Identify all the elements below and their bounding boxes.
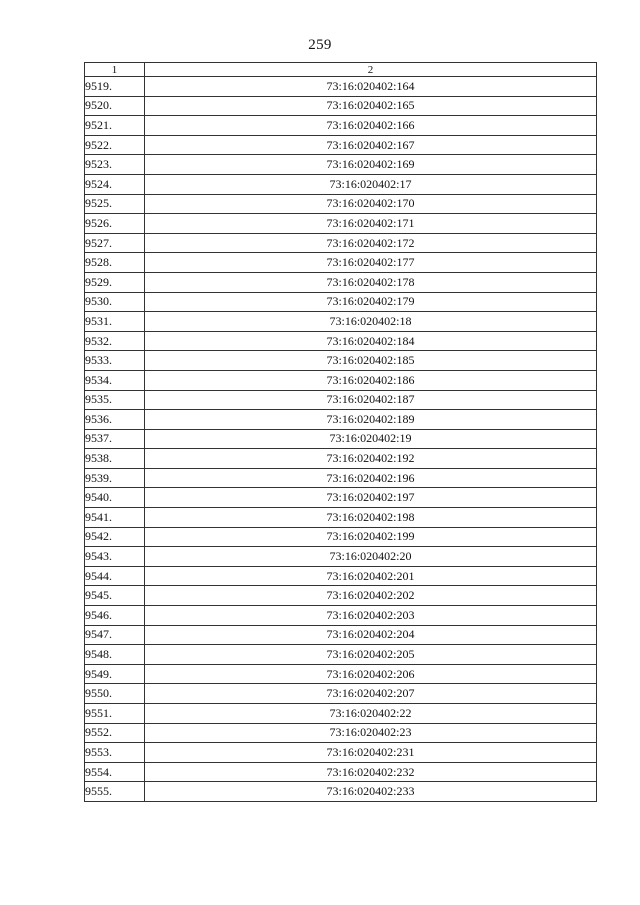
table-row bbox=[85, 782, 597, 802]
row-number: 9525. bbox=[85, 194, 145, 214]
table-row bbox=[85, 77, 597, 97]
row-number: 9531. bbox=[85, 312, 145, 332]
cadastral-number: 73:16:020402:18 bbox=[145, 312, 597, 332]
cadastral-number: 73:16:020402:202 bbox=[145, 586, 597, 606]
table-row bbox=[85, 508, 597, 528]
table-row bbox=[85, 429, 597, 449]
row-number: 9549. bbox=[85, 664, 145, 684]
row-number: 9534. bbox=[85, 370, 145, 390]
cadastral-number: 73:16:020402:205 bbox=[145, 645, 597, 665]
cadastral-number: 73:16:020402:192 bbox=[145, 449, 597, 469]
row-number: 9520. bbox=[85, 96, 145, 116]
table-row bbox=[85, 625, 597, 645]
table-row bbox=[85, 449, 597, 469]
cadastral-number: 73:16:020402:178 bbox=[145, 272, 597, 292]
row-number: 9527. bbox=[85, 233, 145, 253]
table-row bbox=[85, 351, 597, 371]
row-number: 9545. bbox=[85, 586, 145, 606]
table-row bbox=[85, 370, 597, 390]
row-number: 9555. bbox=[85, 782, 145, 802]
table-row bbox=[85, 96, 597, 116]
table-row bbox=[85, 272, 597, 292]
cadastral-number: 73:16:020402:231 bbox=[145, 743, 597, 763]
table-row bbox=[85, 468, 597, 488]
row-number: 9547. bbox=[85, 625, 145, 645]
cadastral-number: 73:16:020402:23 bbox=[145, 723, 597, 743]
cadastral-number: 73:16:020402:169 bbox=[145, 155, 597, 175]
row-number: 9533. bbox=[85, 351, 145, 371]
table-row bbox=[85, 566, 597, 586]
row-number: 9524. bbox=[85, 174, 145, 194]
cadastral-number: 73:16:020402:206 bbox=[145, 664, 597, 684]
cadastral-number: 73:16:020402:22 bbox=[145, 704, 597, 724]
row-number: 9544. bbox=[85, 566, 145, 586]
row-number: 9541. bbox=[85, 508, 145, 528]
table-row bbox=[85, 527, 597, 547]
table-row bbox=[85, 547, 597, 567]
cadastral-number: 73:16:020402:204 bbox=[145, 625, 597, 645]
row-number: 9540. bbox=[85, 488, 145, 508]
row-number: 9522. bbox=[85, 135, 145, 155]
table-row bbox=[85, 390, 597, 410]
cadastral-number: 73:16:020402:184 bbox=[145, 331, 597, 351]
cadastral-number: 73:16:020402:165 bbox=[145, 96, 597, 116]
table-row bbox=[85, 684, 597, 704]
row-number: 9538. bbox=[85, 449, 145, 469]
table-row bbox=[85, 116, 597, 136]
cadastral-table bbox=[84, 62, 597, 802]
row-number: 9539. bbox=[85, 468, 145, 488]
cadastral-number: 73:16:020402:17 bbox=[145, 174, 597, 194]
row-number: 9532. bbox=[85, 331, 145, 351]
table-row bbox=[85, 410, 597, 430]
cadastral-number: 73:16:020402:179 bbox=[145, 292, 597, 312]
column-header-2: 2 bbox=[145, 63, 597, 77]
table-header bbox=[85, 63, 597, 77]
row-number: 9553. bbox=[85, 743, 145, 763]
table-row bbox=[85, 488, 597, 508]
row-number: 9543. bbox=[85, 547, 145, 567]
cadastral-number: 73:16:020402:20 bbox=[145, 547, 597, 567]
cadastral-number: 73:16:020402:189 bbox=[145, 410, 597, 430]
cadastral-number: 73:16:020402:171 bbox=[145, 214, 597, 234]
table-row bbox=[85, 194, 597, 214]
table-row bbox=[85, 155, 597, 175]
table-header-row bbox=[85, 63, 597, 77]
cadastral-number: 73:16:020402:198 bbox=[145, 508, 597, 528]
table-row bbox=[85, 664, 597, 684]
table-row bbox=[85, 214, 597, 234]
table-row bbox=[85, 174, 597, 194]
table-row bbox=[85, 645, 597, 665]
row-number: 9519. bbox=[85, 77, 145, 97]
row-number: 9529. bbox=[85, 272, 145, 292]
cadastral-number: 73:16:020402:232 bbox=[145, 762, 597, 782]
table-row bbox=[85, 723, 597, 743]
table-row bbox=[85, 606, 597, 626]
row-number: 9542. bbox=[85, 527, 145, 547]
cadastral-number: 73:16:020402:233 bbox=[145, 782, 597, 802]
cadastral-number: 73:16:020402:167 bbox=[145, 135, 597, 155]
table-row bbox=[85, 233, 597, 253]
table-row bbox=[85, 135, 597, 155]
table-row bbox=[85, 743, 597, 763]
row-number: 9523. bbox=[85, 155, 145, 175]
table-row bbox=[85, 331, 597, 351]
row-number: 9526. bbox=[85, 214, 145, 234]
cadastral-number: 73:16:020402:196 bbox=[145, 468, 597, 488]
cadastral-number: 73:16:020402:197 bbox=[145, 488, 597, 508]
cadastral-number: 73:16:020402:172 bbox=[145, 233, 597, 253]
cadastral-number: 73:16:020402:201 bbox=[145, 566, 597, 586]
cadastral-number: 73:16:020402:186 bbox=[145, 370, 597, 390]
table-row bbox=[85, 704, 597, 724]
cadastral-number: 73:16:020402:19 bbox=[145, 429, 597, 449]
row-number: 9551. bbox=[85, 704, 145, 724]
row-number: 9548. bbox=[85, 645, 145, 665]
row-number: 9552. bbox=[85, 723, 145, 743]
row-number: 9535. bbox=[85, 390, 145, 410]
row-number: 9528. bbox=[85, 253, 145, 273]
row-number: 9537. bbox=[85, 429, 145, 449]
row-number: 9536. bbox=[85, 410, 145, 430]
table-row bbox=[85, 253, 597, 273]
column-header-1: 1 bbox=[85, 63, 145, 77]
row-number: 9521. bbox=[85, 116, 145, 136]
cadastral-number: 73:16:020402:170 bbox=[145, 194, 597, 214]
row-number: 9550. bbox=[85, 684, 145, 704]
cadastral-number: 73:16:020402:207 bbox=[145, 684, 597, 704]
table-body bbox=[85, 77, 597, 802]
cadastral-number: 73:16:020402:203 bbox=[145, 606, 597, 626]
row-number: 9530. bbox=[85, 292, 145, 312]
cadastral-number: 73:16:020402:164 bbox=[145, 77, 597, 97]
cadastral-number: 73:16:020402:177 bbox=[145, 253, 597, 273]
table-row bbox=[85, 586, 597, 606]
cadastral-number: 73:16:020402:185 bbox=[145, 351, 597, 371]
cadastral-number: 73:16:020402:187 bbox=[145, 390, 597, 410]
page-number: 259 bbox=[308, 37, 332, 53]
row-number: 9546. bbox=[85, 606, 145, 626]
table-row bbox=[85, 312, 597, 332]
cadastral-number: 73:16:020402:166 bbox=[145, 116, 597, 136]
cadastral-number: 73:16:020402:199 bbox=[145, 527, 597, 547]
table-row bbox=[85, 762, 597, 782]
table-row bbox=[85, 292, 597, 312]
row-number: 9554. bbox=[85, 762, 145, 782]
